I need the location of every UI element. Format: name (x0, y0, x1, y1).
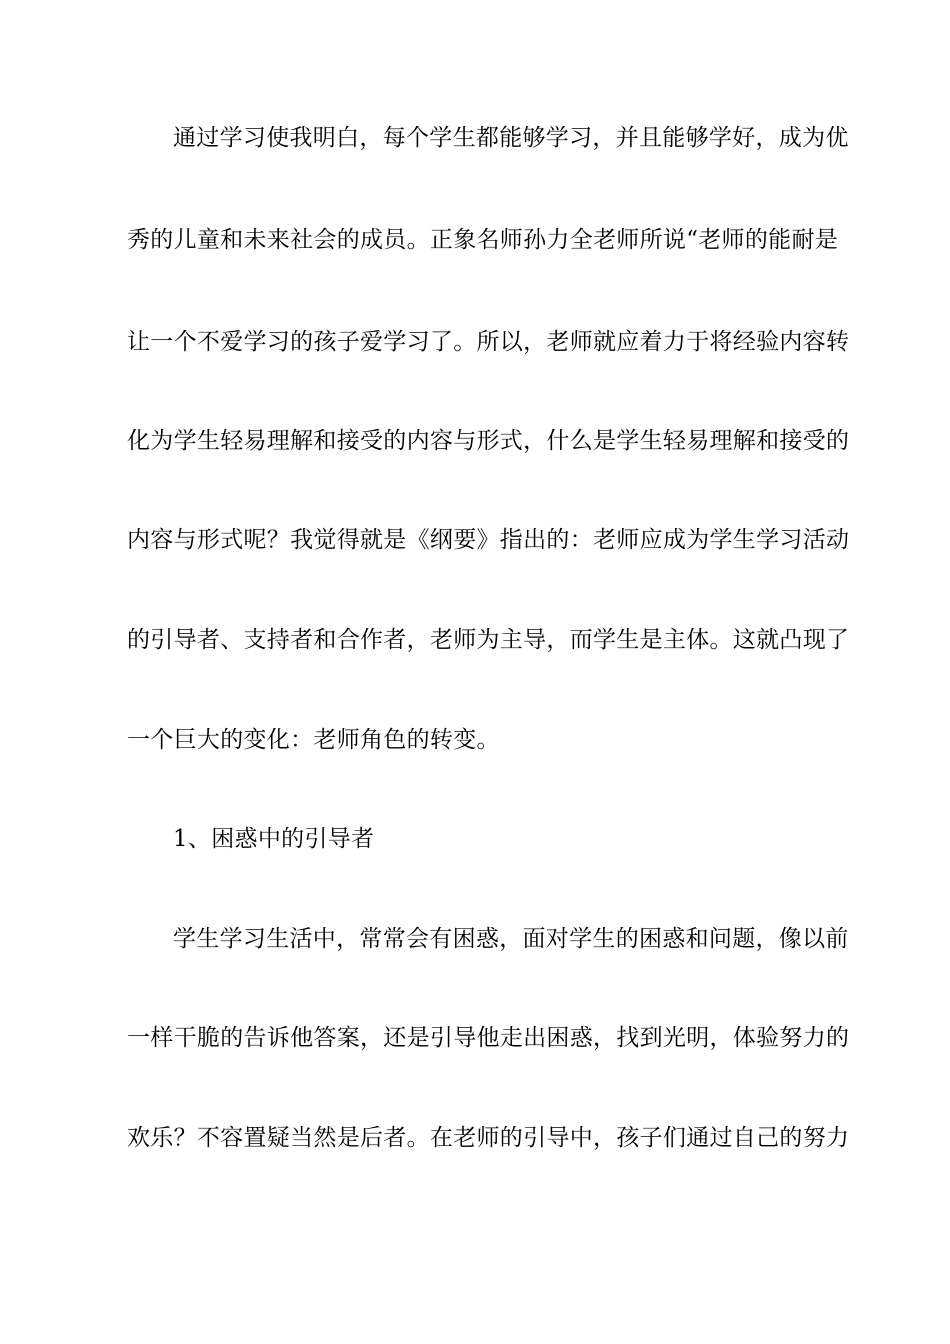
paragraph-line: 的引导者、支持者和合作者，老师为主导，而学生是主体。这就凸现了 (127, 627, 850, 653)
paragraph-line: 化为学生轻易理解和接受的内容与形式，什么是学生轻易理解和接受的 (127, 428, 850, 454)
paragraph-line: 一样干脆的告诉他答案，还是引导他走出困惑，找到光明，体验努力的 (127, 1025, 850, 1051)
paragraph-line: 秀的儿童和未来社会的成员。正象名师孙力全老师所说“老师的能耐是 (127, 227, 839, 253)
paragraph-line: 欢乐？不容置疑当然是后者。在老师的引导中，孩子们通过自己的努力 (127, 1125, 850, 1151)
section-heading: 1、困惑中的引导者 (173, 826, 375, 852)
paragraph-line: 通过学习使我明白，每个学生都能够学习，并且能够学好，成为优 (173, 125, 849, 151)
paragraph-line: 内容与形式呢？我觉得就是《纲要》指出的：老师应成为学生学习活动 (127, 527, 850, 553)
paragraph-line: 一个巨大的变化：老师角色的转变。 (127, 727, 500, 753)
paragraph-line: 让一个不爱学习的孩子爱学习了。所以，老师就应着力于将经验内容转 (127, 329, 850, 355)
paragraph-line: 学生学习生活中，常常会有困惑，面对学生的困惑和问题，像以前 (173, 926, 849, 952)
